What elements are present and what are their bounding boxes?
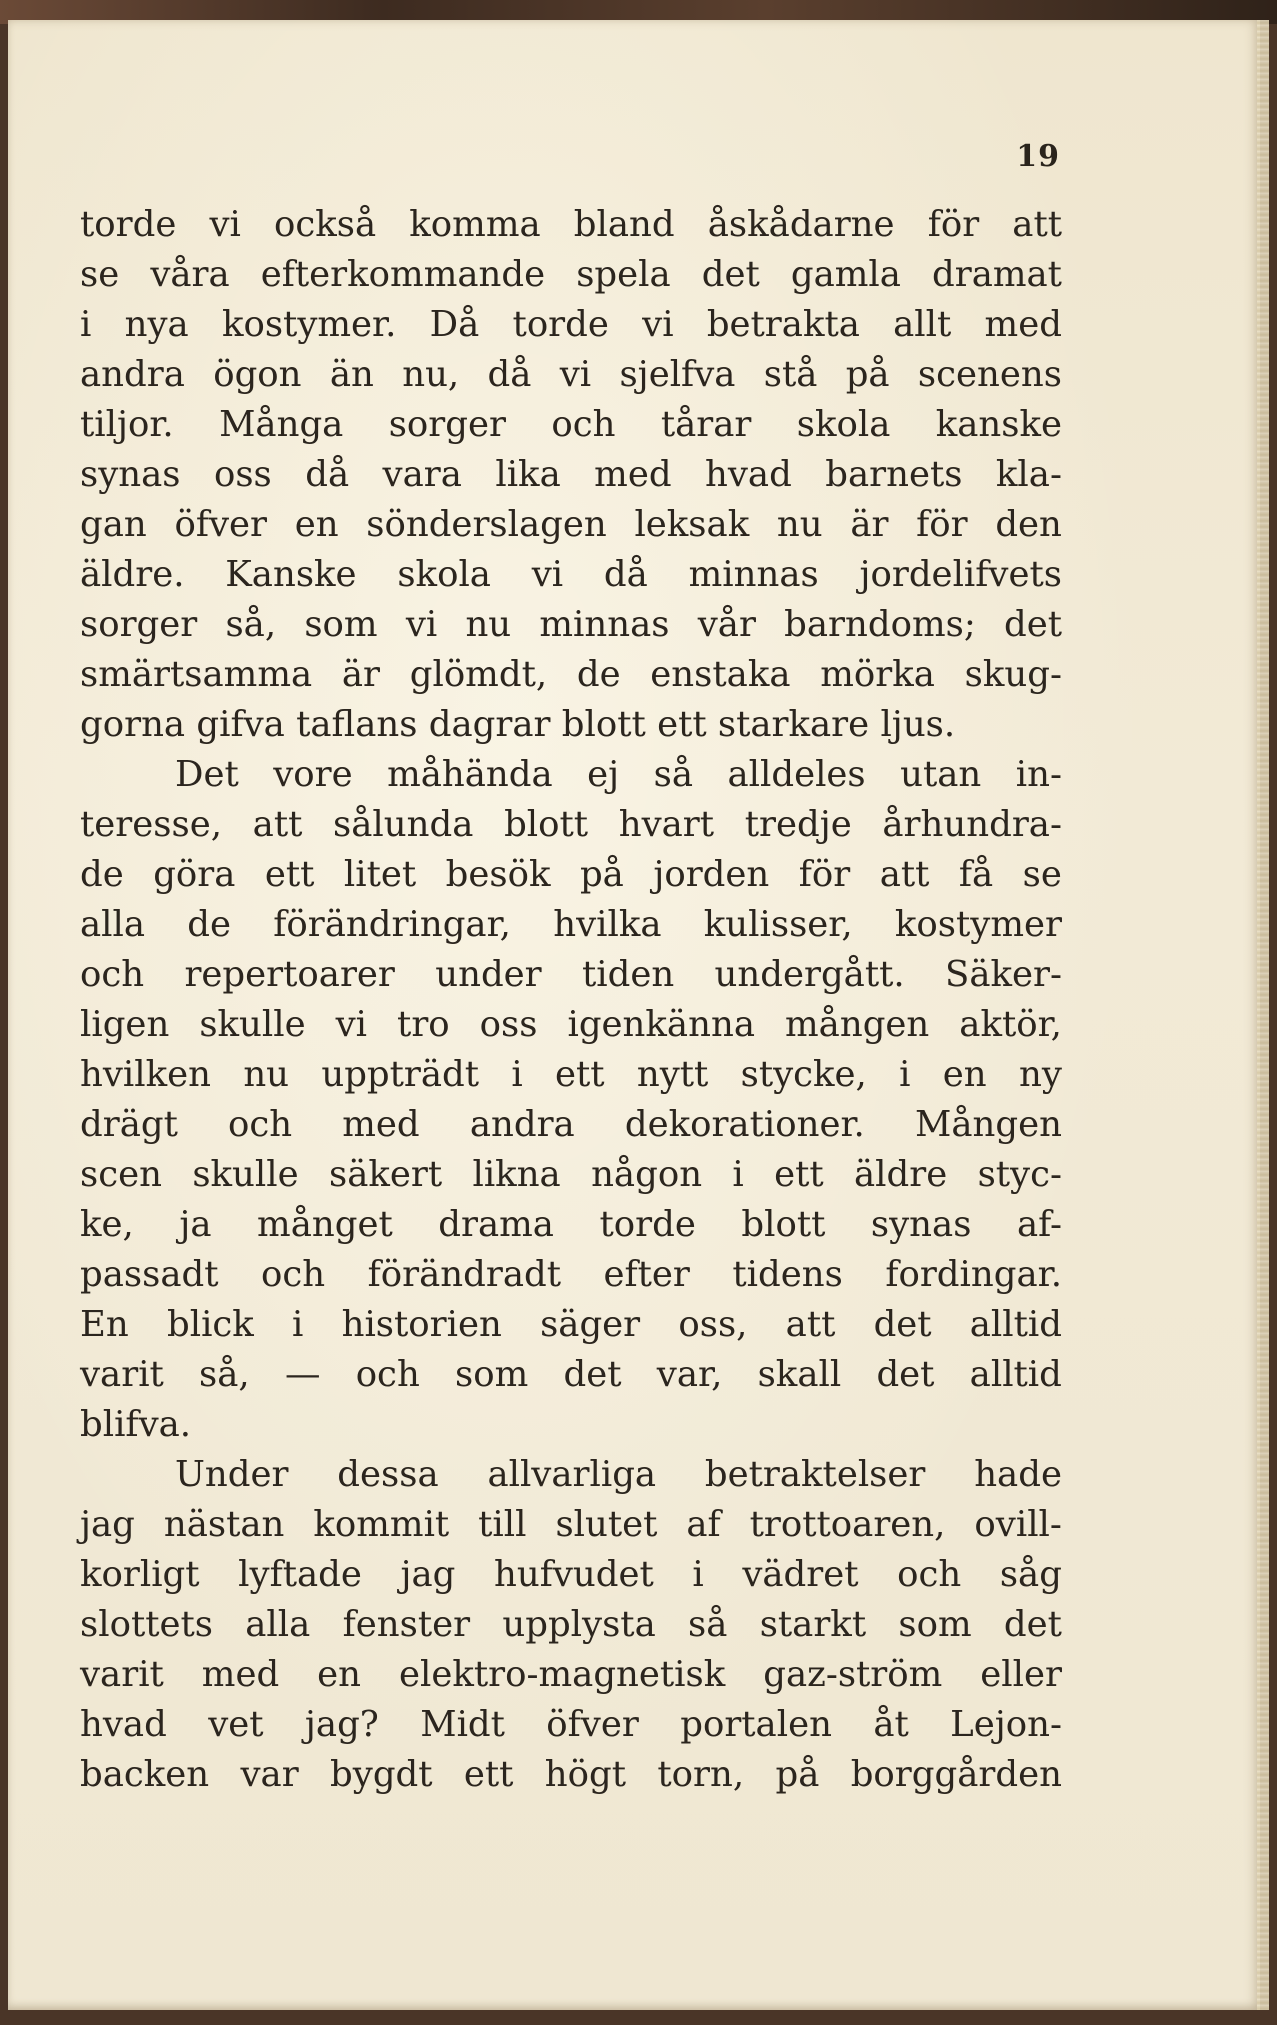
word: backen — [80, 1754, 210, 1795]
word: andra — [80, 354, 185, 395]
word: skola — [796, 404, 891, 445]
text-line — [80, 850, 1062, 900]
word: drama — [438, 1204, 554, 1245]
text-line — [80, 350, 1062, 400]
word: trottoaren, — [749, 1504, 946, 1545]
word: då — [305, 454, 350, 495]
word: igenkänna — [567, 1004, 755, 1045]
text-line — [80, 550, 1062, 600]
word: glömdt, — [409, 654, 548, 695]
word: kommit — [313, 1504, 450, 1545]
word: likna — [472, 1154, 561, 1195]
text-line — [80, 250, 1062, 300]
word: alltid — [969, 1354, 1062, 1395]
word: hufvudet — [493, 1554, 654, 1595]
word: som — [898, 1604, 972, 1645]
word: någon — [591, 1154, 703, 1195]
word: skall — [757, 1354, 842, 1395]
text-line — [80, 400, 1062, 450]
word: än — [329, 354, 374, 395]
word: sönderslagen — [366, 504, 607, 545]
word: enstaka — [650, 654, 791, 695]
word: hvad — [80, 1704, 167, 1745]
word: gan — [80, 504, 147, 545]
word: åt — [873, 1704, 909, 1745]
word: in- — [1015, 754, 1062, 795]
text-line — [80, 1350, 1062, 1400]
word: barnets — [825, 454, 963, 495]
word: dramat — [932, 254, 1062, 295]
word: betraktelser — [704, 1454, 926, 1495]
word: sålunda — [333, 804, 474, 845]
word: århundra- — [882, 804, 1062, 845]
word: ovill- — [974, 1504, 1062, 1545]
word: gorna — [80, 704, 197, 745]
word: dekorationer. — [624, 1104, 865, 1145]
word: att — [1012, 204, 1062, 245]
word: så, — [199, 1354, 250, 1395]
word: de — [576, 654, 621, 695]
word: litet — [343, 854, 417, 895]
text-line — [80, 800, 1062, 850]
word: ögon — [213, 354, 302, 395]
word: tro — [397, 1004, 450, 1045]
word: för — [798, 854, 851, 895]
word: starkt — [759, 1604, 867, 1645]
word: hvad — [705, 454, 792, 495]
word: högt — [544, 1754, 627, 1795]
word: på — [845, 354, 890, 395]
text-line — [80, 1100, 1062, 1150]
word: Lejon- — [950, 1704, 1062, 1745]
word: vi — [209, 204, 241, 245]
word: se — [80, 254, 120, 295]
word: göra — [153, 854, 236, 895]
word: var, — [656, 1354, 723, 1395]
word: skug- — [964, 654, 1062, 695]
word: för — [916, 504, 968, 545]
word: vädret — [742, 1554, 859, 1595]
word: besök — [445, 854, 551, 895]
word: var — [240, 1754, 299, 1795]
word: historien — [341, 1304, 502, 1345]
word: efter — [603, 1254, 690, 1295]
word: vi — [642, 304, 674, 345]
word: passadt — [80, 1254, 219, 1295]
word: ett — [264, 854, 315, 895]
word: hvart — [618, 804, 715, 845]
word: skulle — [192, 1154, 299, 1195]
word: sjelfva — [619, 354, 736, 395]
word: elektro-magnetisk — [399, 1654, 726, 1695]
word: som — [304, 604, 378, 645]
word: mången — [785, 1004, 930, 1045]
word: nu, — [402, 354, 460, 395]
word: slottets — [80, 1604, 213, 1645]
word: drägt — [80, 1104, 178, 1145]
word: taflans — [296, 704, 429, 745]
word: på — [579, 854, 624, 895]
word: förändringar, — [273, 904, 511, 945]
word: gaz-ström — [763, 1654, 943, 1695]
word: en — [317, 1654, 362, 1695]
word: vet — [208, 1704, 264, 1745]
word: hvilka — [553, 904, 662, 945]
text-line — [80, 1250, 1062, 1300]
word: varit — [80, 1354, 164, 1395]
word: kla- — [995, 454, 1062, 495]
text-line — [80, 1500, 1062, 1550]
word: af- — [1016, 1204, 1062, 1245]
word: är — [850, 504, 889, 545]
word: Mången — [914, 1104, 1062, 1145]
word: af — [686, 1504, 721, 1545]
word: säger — [540, 1304, 641, 1345]
word: också — [274, 204, 377, 245]
word: nytt — [636, 1054, 709, 1095]
word: lika — [495, 454, 561, 495]
text-line — [80, 200, 1062, 250]
word: måhända — [387, 754, 553, 795]
word: och — [897, 1554, 962, 1595]
text-line — [80, 1600, 1062, 1650]
word: åskådarne — [707, 204, 895, 245]
word: öfver — [546, 1704, 639, 1745]
word: kanske — [935, 404, 1062, 445]
text-line — [80, 1450, 1062, 1500]
word: ligen — [80, 1004, 170, 1045]
word: vara — [382, 454, 462, 495]
word: nu — [243, 1054, 290, 1095]
word: med — [984, 304, 1062, 345]
word: dagrar — [428, 704, 562, 745]
word: starkare — [717, 704, 881, 745]
text-line — [80, 700, 1062, 750]
text-line — [80, 1650, 1062, 1700]
word: ja — [179, 1204, 212, 1245]
word: jag? — [304, 1704, 379, 1745]
word: nästan — [163, 1504, 285, 1545]
word: på — [775, 1754, 820, 1795]
word: är — [341, 654, 381, 695]
word: upplysta — [502, 1604, 656, 1645]
text-line — [80, 1300, 1062, 1350]
word: eller — [980, 1654, 1062, 1695]
word: fenster — [342, 1604, 471, 1645]
word: Då — [429, 304, 480, 345]
word: med — [342, 1104, 420, 1145]
word: spela — [576, 254, 671, 295]
word: mörka — [820, 654, 935, 695]
word: utan — [900, 754, 982, 795]
word: sorger — [388, 404, 506, 445]
word: synas — [870, 1204, 972, 1245]
word: vi — [335, 1004, 368, 1045]
word: stycke, — [740, 1054, 867, 1095]
word: att — [879, 854, 930, 895]
text-line — [80, 1550, 1062, 1600]
word: oss — [479, 1004, 538, 1045]
word: och — [260, 1254, 326, 1295]
text-line — [80, 1750, 1062, 1800]
word: kulisser, — [703, 904, 853, 945]
word: portalen — [680, 1704, 832, 1745]
word: Det — [175, 754, 239, 795]
word: alldeles — [727, 754, 866, 795]
word: så — [688, 1604, 728, 1645]
word: vi — [559, 354, 592, 395]
text-line — [80, 300, 1062, 350]
word: Kanske — [225, 554, 357, 595]
word: blott — [561, 704, 658, 745]
word: då — [603, 554, 648, 595]
word: nu — [465, 604, 512, 645]
word: hvilken — [80, 1054, 212, 1095]
word: så — [653, 754, 694, 795]
word: äldre. — [80, 554, 185, 595]
word: alltid — [969, 1304, 1062, 1345]
word: skola — [397, 554, 491, 595]
word: barndoms; — [784, 604, 976, 645]
word: repertoarer — [184, 954, 395, 995]
word: ljus. — [880, 704, 956, 745]
word: alla — [80, 904, 146, 945]
word: och — [355, 1354, 420, 1395]
word: månget — [257, 1204, 393, 1245]
word: tårar — [660, 404, 752, 445]
word: säkert — [328, 1154, 443, 1195]
word: med — [594, 454, 672, 495]
word: de — [187, 904, 232, 945]
word: En — [80, 1304, 129, 1345]
word: tiljor. — [80, 404, 174, 445]
word: smärtsamma — [80, 654, 313, 695]
word: lyftade — [238, 1554, 362, 1595]
word: synas — [80, 454, 181, 495]
word: i — [732, 1154, 744, 1195]
word: och — [551, 404, 616, 445]
word: att — [785, 1304, 836, 1345]
word: Säker- — [945, 954, 1062, 995]
word: dessa — [337, 1454, 439, 1495]
word: nu — [776, 504, 823, 545]
text-line — [80, 1200, 1062, 1250]
word: varit — [80, 1654, 164, 1695]
word: bygdt — [330, 1754, 433, 1795]
word: öfver — [174, 504, 267, 545]
word: det — [876, 1354, 935, 1395]
word: aktör, — [959, 1004, 1062, 1045]
text-line — [80, 1000, 1062, 1050]
word: äldre — [854, 1154, 948, 1195]
word: blott — [741, 1204, 826, 1245]
word: ett — [774, 1154, 824, 1195]
text-line — [80, 950, 1062, 1000]
word: betrakta — [706, 304, 860, 345]
word: slutet — [555, 1504, 658, 1545]
word: sorger — [80, 604, 198, 645]
word: oss, — [678, 1304, 748, 1345]
word: torde — [512, 304, 609, 345]
word: vi — [405, 604, 438, 645]
word: se — [1022, 854, 1062, 895]
word: i — [899, 1054, 911, 1095]
word: det — [1003, 1604, 1062, 1645]
word: kostymer — [894, 904, 1062, 945]
word: ett — [463, 1754, 514, 1795]
word: ny — [1018, 1054, 1062, 1095]
word: och — [80, 954, 145, 995]
word: en — [942, 1054, 987, 1095]
word: blick — [166, 1304, 254, 1345]
text-line — [80, 1400, 1062, 1450]
word: kostymer. — [221, 304, 397, 345]
text-line — [80, 900, 1062, 950]
word: blott — [504, 804, 589, 845]
word: de — [80, 854, 124, 895]
word: jordelifvets — [859, 554, 1062, 595]
word: gifva — [196, 704, 297, 745]
text-line — [80, 1700, 1062, 1750]
word: uppträdt — [321, 1054, 480, 1095]
word: vore — [273, 754, 353, 795]
word: scen — [80, 1154, 162, 1195]
word: torde — [80, 204, 177, 245]
text-line — [80, 650, 1062, 700]
word: i — [292, 1304, 304, 1345]
word: andra — [469, 1104, 575, 1145]
word: som — [455, 1354, 529, 1395]
word: Under — [175, 1454, 289, 1495]
word: minnas — [539, 604, 670, 645]
word: torn, — [657, 1754, 745, 1795]
word: i — [80, 304, 92, 345]
word: ett — [657, 704, 718, 745]
word: bland — [573, 204, 675, 245]
word: undergått. — [714, 954, 905, 995]
word: stå — [763, 354, 818, 395]
word: borggården — [850, 1754, 1062, 1795]
word: så, — [225, 604, 277, 645]
word: vår — [697, 604, 756, 645]
word: allt — [893, 304, 952, 345]
text-line — [80, 600, 1062, 650]
word: skulle — [199, 1004, 306, 1045]
word: att — [252, 804, 303, 845]
word: jag — [80, 1504, 135, 1545]
text-line — [80, 1050, 1062, 1100]
word: blifva. — [80, 1404, 192, 1445]
word: Många — [219, 404, 344, 445]
word: — — [284, 1354, 321, 1395]
word: minnas — [688, 554, 819, 595]
word: det — [1004, 604, 1062, 645]
word: nya — [124, 304, 189, 345]
word: oss — [213, 454, 272, 495]
word: vi — [531, 554, 564, 595]
body-text — [80, 200, 1062, 1800]
word: styc- — [977, 1154, 1062, 1195]
word: till — [478, 1504, 527, 1545]
word: teresse, — [80, 804, 222, 845]
word: alla — [245, 1604, 311, 1645]
word: jag — [400, 1554, 456, 1595]
word: det — [701, 254, 760, 295]
word: en — [294, 504, 339, 545]
word: komma — [409, 204, 541, 245]
word: och — [228, 1104, 293, 1145]
word: tidens — [732, 1254, 843, 1295]
word: tredje — [744, 804, 852, 845]
text-line — [80, 450, 1062, 500]
word: korligt — [80, 1554, 200, 1595]
word: i — [511, 1054, 523, 1095]
word: hade — [974, 1454, 1062, 1495]
word: efterkommande — [260, 254, 546, 295]
word: tiden — [581, 954, 675, 995]
text-line — [80, 750, 1062, 800]
word: såg — [999, 1554, 1062, 1595]
word: med — [201, 1654, 280, 1695]
word: för — [927, 204, 980, 245]
word: fordingar. — [885, 1254, 1062, 1295]
word: den — [995, 504, 1062, 545]
word: under — [435, 954, 542, 995]
word: ej — [587, 754, 620, 795]
word: leksak — [634, 504, 750, 545]
word: gamla — [790, 254, 901, 295]
page-number: 19 — [1016, 139, 1060, 174]
text-line — [80, 1150, 1062, 1200]
word: det — [563, 1354, 622, 1395]
word: Midt — [420, 1704, 505, 1745]
word: scenens — [917, 354, 1062, 395]
word: i — [692, 1554, 704, 1595]
word: ke, — [80, 1204, 134, 1245]
word: allvarliga — [487, 1454, 657, 1495]
word: då — [487, 354, 532, 395]
text-line — [80, 500, 1062, 550]
word: förändradt — [367, 1254, 561, 1295]
page-stack-edge — [1257, 20, 1269, 2010]
word: det — [873, 1304, 932, 1345]
word: jorden — [653, 854, 770, 895]
word: torde — [599, 1204, 696, 1245]
word: våra — [150, 254, 230, 295]
word: ett — [555, 1054, 605, 1095]
word: få — [958, 854, 994, 895]
